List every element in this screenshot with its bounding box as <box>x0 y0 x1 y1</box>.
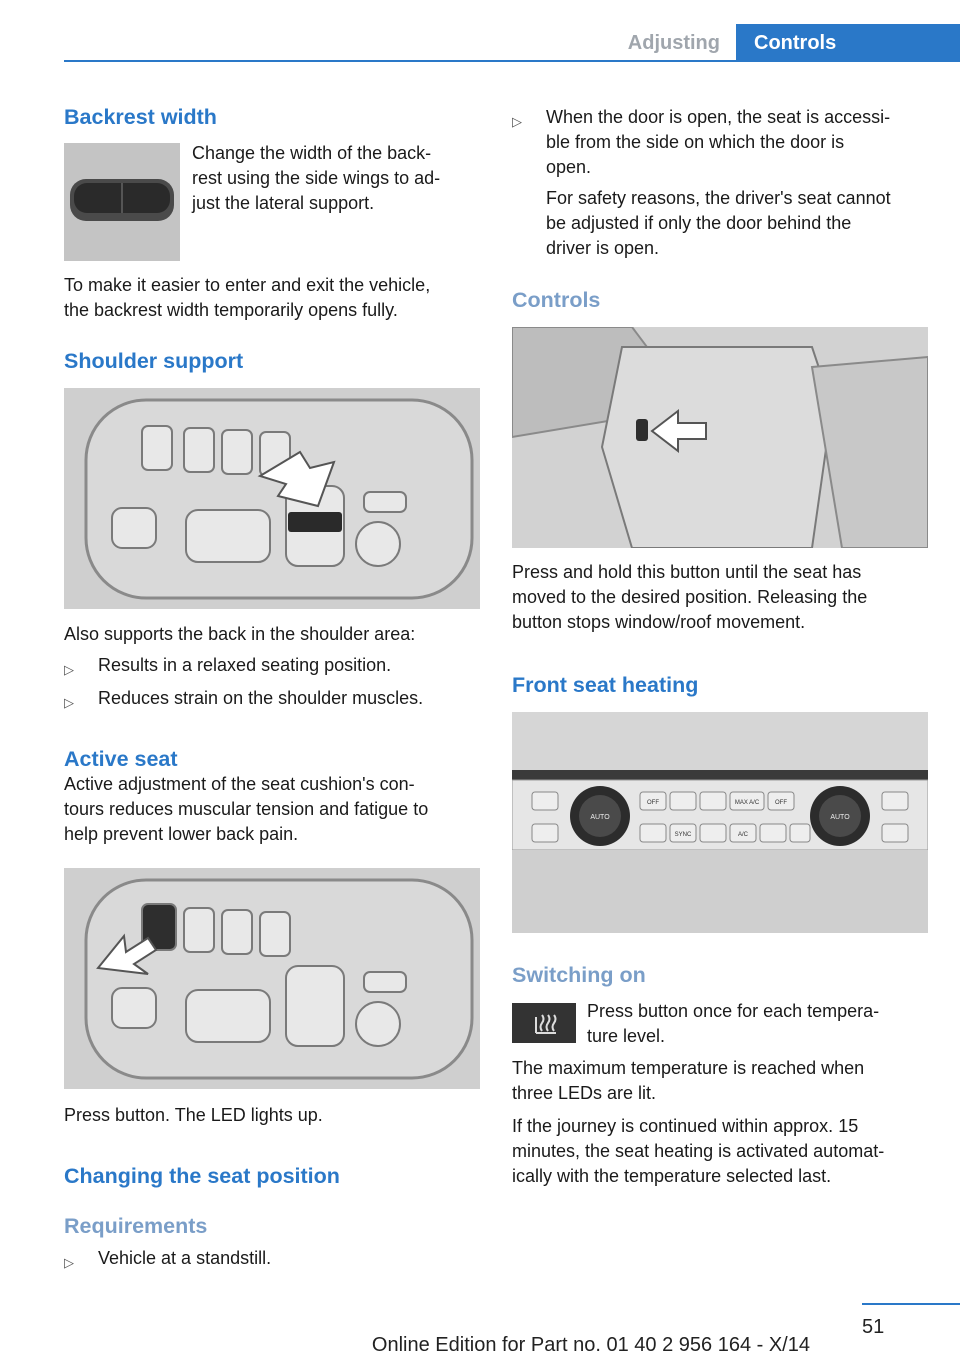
switching-on-paragraph-2: If the journey is continued within approx. 15 minutes, the seat heating is activated automat- ically with the temperature selected last. <box>512 1116 885 1186</box>
seat-heating-panel-image <box>512 712 928 933</box>
list-item: ▷ Reduces strain on the shoulder muscles. <box>64 686 484 715</box>
active-seat-image <box>64 868 480 1089</box>
controls-paragraph: Press and hold this button until the seat has moved to the desired position. Releasing the button stops window/roof movement. <box>512 562 868 632</box>
switching-on-side-text: Press button once for each tempera- ture level. <box>587 1001 880 1046</box>
header-rule <box>64 60 960 62</box>
panel-label-ac: A/C <box>737 832 749 838</box>
switching-on-paragraph-1: The maximum temperature is reached when three LEDs are lit. <box>512 1058 865 1103</box>
list-item: ▷ Results in a relaxed seating position. <box>64 653 484 682</box>
panel-label-max-ac: MAX A/C <box>734 800 760 806</box>
panel-label-sync: SYNC <box>674 832 692 838</box>
header-section-tab: Adjusting <box>627 31 720 54</box>
bullet-triangle-icon: ▷ <box>64 662 74 677</box>
shoulder-support-intro: Also supports the back in the shoulder area: <box>64 624 416 644</box>
heading-changing-seat-position: Changing the seat position <box>64 1164 340 1188</box>
active-seat-after: Press button. The LED lights up. <box>64 1105 323 1125</box>
active-seat-paragraph: Active adjustment of the seat cushion's con- tours reduces muscular tension and fatigue to help prevent lower back pain. <box>64 774 429 844</box>
panel-label-auto-right: AUTO <box>830 814 850 821</box>
heading-shoulder-support: Shoulder support <box>64 349 244 373</box>
controls-image <box>512 327 928 548</box>
header-chapter-tab: Controls <box>736 24 960 62</box>
heading-backrest-width: Backrest width <box>64 105 217 129</box>
panel-label-off-right: OFF <box>775 800 787 806</box>
list-item: ▷ When the door is open, the seat is accessi- ble from the side on which the door is open. For safety reasons, the driver's seat cannot be adjusted if only the door behind the driver is open. <box>512 105 932 261</box>
backrest-width-button-image <box>64 143 180 261</box>
footer-edition: Online Edition for Part no. 01 40 2 956 164 - X/14 <box>371 1334 810 1356</box>
bullet-triangle-icon: ▷ <box>64 695 74 710</box>
bullet-triangle-icon: ▷ <box>64 1255 74 1270</box>
subheading-switching-on: Switching on <box>512 963 646 987</box>
seat-heating-button-image <box>512 1003 576 1043</box>
subheading-controls: Controls <box>512 288 601 312</box>
subheading-requirements: Requirements <box>64 1214 208 1238</box>
heading-front-seat-heating: Front seat heating <box>512 673 699 697</box>
footer-rule <box>862 1303 960 1305</box>
backrest-width-side-text: Change the width of the back- rest using the side wings to ad- just the lateral support. <box>192 143 441 213</box>
list-item: ▷ Vehicle at a standstill. <box>64 1246 484 1275</box>
panel-label-off-left: OFF <box>647 800 659 806</box>
shoulder-support-image <box>64 388 480 609</box>
page-number: 51 <box>862 1316 885 1338</box>
backrest-width-paragraph: To make it easier to enter and exit the vehicle, the backrest width temporarily opens fully. <box>64 275 431 320</box>
panel-label-auto-left: AUTO <box>590 814 610 821</box>
bullet-triangle-icon: ▷ <box>512 114 522 129</box>
heading-active-seat: Active seat <box>64 747 178 771</box>
